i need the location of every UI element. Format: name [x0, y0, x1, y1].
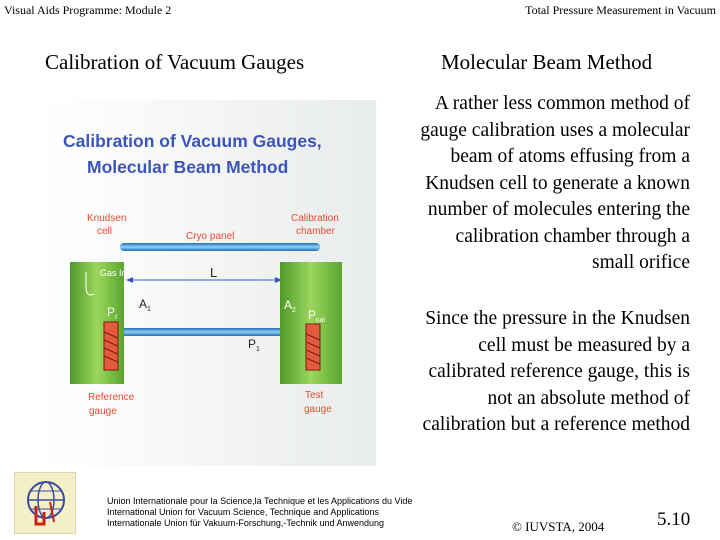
header-module: Visual Aids Programme: Module 2 — [4, 3, 172, 17]
slide-subtitle: Molecular Beam Method — [441, 50, 653, 74]
orifice-a2-label: $A_2$ — [284, 298, 296, 314]
reference-gauge — [104, 322, 118, 370]
figure-title-line2: Molecular Beam Method — [87, 157, 289, 177]
figure-title-line1: Calibration of Vacuum Gauges, — [63, 131, 322, 151]
calibration-chamber-label-2: chamber — [296, 226, 335, 237]
knudsen-label-2: cell — [97, 226, 113, 237]
paragraph-reference: Since the pressure in the Knudsen cell must be measured by a calibrated reference gauge, this is not an absolute method of calibration but a reference method — [422, 308, 690, 435]
footer-organisation: Union Internationale pour la Science,la Technique et les Applications du Vide International Union for Vacuum Science, Technique and Applications Internationale Union für Vakuum-Forschung,-Technik und Anwendung — [107, 496, 413, 528]
reference-gauge-label-1: Reference — [88, 392, 135, 403]
reference-gauge-label-2: gauge — [89, 406, 117, 417]
length-label: L — [210, 265, 218, 280]
iuvsta-globe-logo-icon — [14, 472, 76, 534]
molecular-beam-diagram — [40, 100, 376, 466]
test-gauge-label-1: Test — [305, 390, 324, 401]
calibration-pressure-label: $P_{cal}$ — [308, 308, 325, 324]
calibration-chamber-label-1: Calibration — [291, 213, 339, 224]
knudsen-label-1: Knudsen — [87, 213, 127, 224]
cryo-panel-label: Cryo panel — [186, 231, 235, 242]
slide-title: Calibration of Vacuum Gauges — [45, 50, 305, 74]
orifice-a1-label: $A_1$ — [139, 297, 151, 313]
copyright: © IUVSTA, 2004 — [512, 519, 605, 534]
cryo-panel-top — [120, 243, 320, 251]
gas-inlet-label: Gas Inlet — [100, 268, 137, 278]
test-gauge-label-2: gauge — [304, 404, 332, 415]
paragraph-method: A rather less common method of gauge calibration uses a molecular beam of atoms effusing from a Knudsen cell to generate a known number of molecules entering the calibration chamber through a small orifice — [420, 93, 690, 273]
knudsen-pressure-label: $P_r$ — [107, 305, 118, 321]
header-topic: Total Pressure Measurement in Vacuum — [525, 3, 716, 17]
page-number: 5.10 — [657, 509, 691, 530]
p1-label: $P_1$ — [248, 337, 260, 353]
